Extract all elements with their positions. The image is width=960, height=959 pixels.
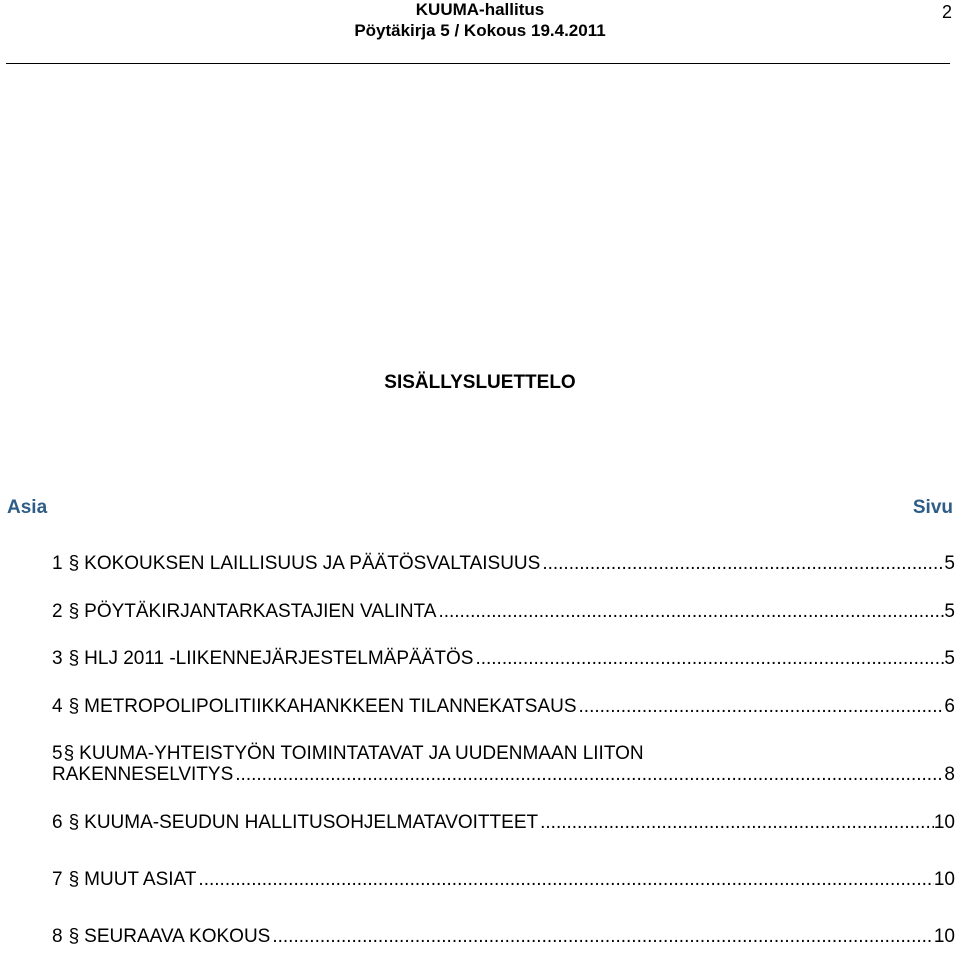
- dot-leader: [198, 869, 933, 890]
- page-number: 2: [941, 2, 952, 22]
- toc-entry-8[interactable]: [52, 926, 955, 947]
- toc-entry-number: 1: [52, 553, 63, 574]
- toc-entry-title[interactable]: HLJ 2011 -LIIKENNEJÄRJESTELMÄPÄÄTÖS: [84, 648, 474, 669]
- toc-entry-number: 5: [52, 743, 63, 764]
- toc-entry-page[interactable]: 10: [933, 926, 955, 947]
- minutes-line: Pöytäkirja 5 / Kokous 19.4.2011: [354, 21, 606, 40]
- toc-entry-page[interactable]: 10: [933, 869, 955, 890]
- dot-leader: [579, 696, 945, 717]
- toc-entry-title[interactable]: PÖYTÄKIRJANTARKASTAJIEN VALINTA: [84, 601, 437, 622]
- organization-name: KUUMA-hallitus: [415, 0, 545, 19]
- toc-entry-title[interactable]: METROPOLIPOLITIIKKAHANKKEEN TILANNEKATSAUS: [84, 696, 577, 717]
- toc-column-item: Asia: [7, 497, 48, 518]
- header-rule: [6, 63, 950, 64]
- dot-leader: [272, 926, 934, 947]
- toc-entry-page[interactable]: 5: [944, 601, 955, 622]
- toc-entry-number: 7: [52, 869, 63, 890]
- section-sign: §: [63, 743, 75, 764]
- section-sign: §: [68, 812, 80, 833]
- toc-entry-title[interactable]: KUUMA-YHTEISTYÖN TOIMINTATAVAT JA UUDENMAAN LIITON: [79, 743, 644, 764]
- section-sign: §: [68, 926, 80, 947]
- toc-entry-4[interactable]: [52, 696, 955, 717]
- toc-entry-title[interactable]: MUUT ASIAT: [84, 869, 197, 890]
- toc-entry-title[interactable]: SEURAAVA KOKOUS: [84, 926, 271, 947]
- toc-entry-page[interactable]: 6: [944, 696, 955, 717]
- toc-entry-page[interactable]: 10: [933, 812, 955, 833]
- section-sign: §: [68, 696, 80, 717]
- toc-entry-title-continued[interactable]: RAKENNESELVITYS: [52, 764, 234, 785]
- toc-entry-page[interactable]: 5: [944, 648, 955, 669]
- toc-column-page: Sivu: [912, 497, 953, 518]
- toc-entry-number: 6: [52, 812, 63, 833]
- section-sign: §: [68, 869, 80, 890]
- toc-entry-5[interactable]: [52, 743, 955, 785]
- toc-title: SISÄLLYSLUETTELO: [384, 372, 576, 393]
- dot-leader: [475, 648, 944, 669]
- toc-entry-number: 2: [52, 601, 63, 622]
- toc-entry-3[interactable]: [52, 648, 955, 669]
- toc-entry-number: 8: [52, 926, 63, 947]
- toc-entry-page[interactable]: 8: [944, 764, 955, 785]
- dot-leader: [542, 553, 944, 574]
- section-sign: §: [68, 601, 80, 622]
- dot-leader: [235, 764, 944, 785]
- toc-entry-2[interactable]: [52, 601, 955, 622]
- toc-entry-6[interactable]: [52, 812, 955, 833]
- toc-entry-7[interactable]: [52, 869, 955, 890]
- toc-entry-1[interactable]: [52, 553, 955, 574]
- dot-leader: [540, 812, 934, 833]
- section-sign: §: [68, 553, 80, 574]
- toc-entry-number: 3: [52, 648, 63, 669]
- toc-entry-page[interactable]: 5: [944, 553, 955, 574]
- toc-entry-number: 4: [52, 696, 63, 717]
- section-sign: §: [68, 648, 80, 669]
- dot-leader: [438, 601, 944, 622]
- toc-entry-title[interactable]: KOKOUKSEN LAILLISUUS JA PÄÄTÖSVALTAISUUS: [84, 553, 541, 574]
- toc-entry-title[interactable]: KUUMA-SEUDUN HALLITUSOHJELMATAVOITTEET: [84, 812, 539, 833]
